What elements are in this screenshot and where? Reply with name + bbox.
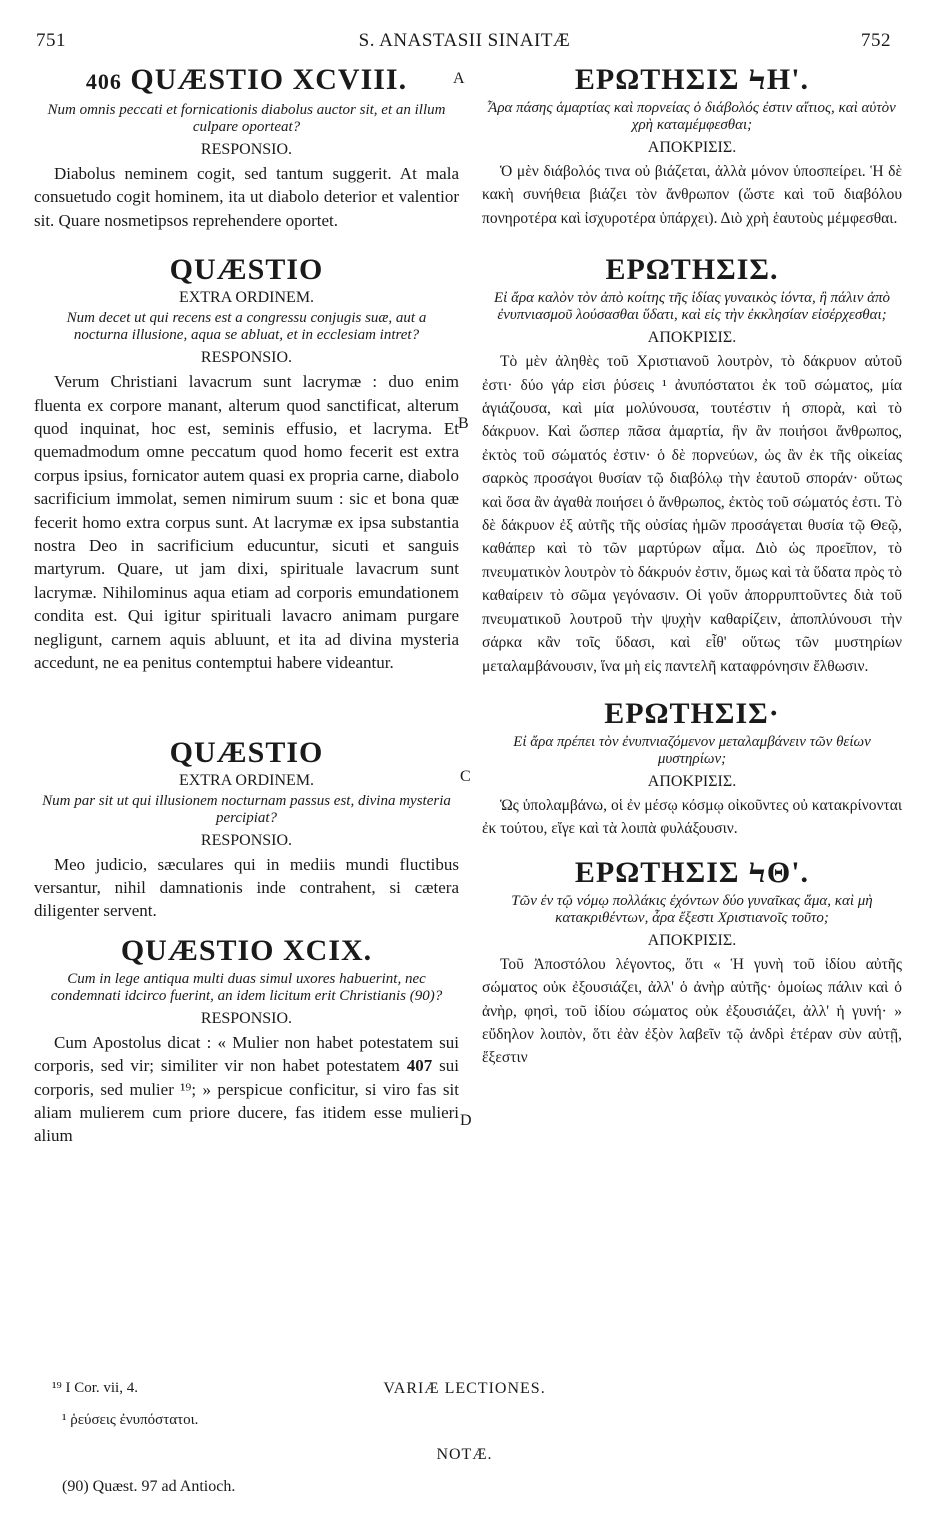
erotesis-99-title: ΕΡΩΤΗΣΙΣ ϞΘ'. [574,855,810,889]
note-90: (90) Quæst. 97 ad Antioch. [62,1478,236,1495]
quaestio-99-question: Cum in lege antiqua multi duas simul uxores habuerint, nec condemnati idcirco fuerint, an idem licitum erit Christianis (90)? [50,970,443,1004]
erotesis-99 [482,855,902,1070]
column-number-407: 407 [406,1056,433,1076]
erotesis-98-question: Ἆρα πάσης ἁμαρτίας καὶ πορνείας ὁ διάβολός ἐστιν αἴτιος, καὶ αὐτὸν χρὴ καταμέμφεσθαι; [488,100,896,133]
quaestio-98 [34,62,459,232]
erotesis-extra-2-question: Εἰ ἄρα πρέπει τὸν ἐνυπνιαζόμενον μεταλαμβάνειν τῶν θείων μυστηρίων; [513,733,871,767]
responsio-label: RESPONSIO. [200,831,293,849]
quaestio-99 [34,933,459,1148]
erotesis-99-answer: Τοῦ Ἀποστόλου λέγοντος, ὅτι « Ἡ γυνὴ τοῦ ἰδίου αὐτῆς σώματος οὐκ ἐξουσιάζει, ἀλλ' ὁ ἀνὴρ αὐτῆς· ὁμοίως πάλιν καὶ ὁ ἀνὴρ, φησὶ, τοῦ ἰδίου σώματος οὐκ ἐξουσιάζει, ἀλλ' ἡ γυνή· » εὔδηλον λοιπὸν, ὅτι ἐὰν ἐξὸν λαβεῖν τῷ ἀνδρὶ ἑτέραν σὺν αὐτῇ, ἔξεστιν [482,955,902,1067]
extra-ordinem-label: EXTRA ORDINEM. [178,771,315,789]
quaestio-extra-1-title: QUÆSTIO [169,253,324,287]
extra-ordinem-label: EXTRA ORDINEM. [178,289,315,307]
responsio-label: RESPONSIO. [200,141,293,158]
erotesis-99-question: Τῶν ἐν τῷ νόμῳ πολλάκις ἐχόντων δύο γυναῖκας ἅμα, καὶ μὴ κατακριθέντων, ἆρα ἔξεστι Χριστιανοῖς τοῦτο; [511,892,873,926]
erotesis-extra-2-answer: Ὡς ὑπολαμβάνω, οἱ ἐν μέσῳ κόσμῳ οἰκοῦντες οὐ κατακρίνονται ἐκ τούτου, εἴγε καὶ τὰ λοιπὰ φυλάξουσιν. [482,796,902,838]
column-number-406: 406 [85,69,122,94]
erotesis-98-title: ΕΡΩΤΗΣΙΣ ϞΗ'. [574,63,810,96]
responsio-label: RESPONSIO. [200,1009,293,1027]
notae-heading: NOTÆ. [436,1446,493,1463]
quaestio-extra-1-question: Num decet ut qui recens est a congressu conjugis suæ, aut a nocturna illusione, aqua se abluat, et in ecclesiam intret? [66,310,427,344]
erotesis-extra-1-title: ΕΡΩΤΗΣΙΣ. [605,253,779,287]
erotesis-98 [482,62,902,230]
latin-column [34,62,459,1148]
footnote-19: ¹⁹ I Cor. vii, 4. [52,1380,138,1396]
greek-column [482,62,902,1070]
quaestio-98-title: 406 QUÆSTIO XCVIII. [85,63,408,96]
left-page-number: 751 [36,30,66,51]
apokrisis-label: ΑΠΟΚΡΙΣΙΣ. [647,329,737,347]
variant-reading-1: ¹ ῥεύσεις ἐνυπόστατοι. [62,1412,199,1428]
erotesis-extra-1-answer: Τὸ μὲν ἀληθὲς τοῦ Χριστιανοῦ λουτρὸν, τὸ δάκρυον αὐτοῦ ἐστι· δύο γάρ εἰσι ῥύσεις ¹ ἀνυπόστατοι ἐκ τοῦ σώματος, μία ἁγιάζουσα, καὶ μία μολύνουσα, τουτέστιν ἡ σπορὰ, καὶ τὸ δάκρυον. Καὶ ὥσπερ πᾶσα ἁμαρτία, ἣν ἂν ποιήσοι ἄνθρωπος, ἐκτὸς τοῦ σώματός ἐστιν· ὁ δὲ πορνεύων, ὡς ἂν ἐκ τῆς οἰκείας σαρκὸς προσάγοι θυσίαν τῷ διαβόλῳ τὴν ἑαυτοῦ σποράν· οὕτως καὶ ὅσα ἂν ἀγαθὰ ποιήσει ὁ ἄνθρωπος, ἐκτὸς τοῦ σώματός ἐστι. Τὸ δὲ δάκρυον ἐξ αὐτῆς τῆς οὐσίας ἡμῶν προσάγεται θυσία τῷ Θεῷ, καθάπερ καὶ τὸ τῶν μαρτύρων αἷμα. Διὸ ὡς προεῖπον, τὸ πνευματικὸν λουτρὸν τὸ δάκρυόν ἐστιν, ὅμως καὶ τὰ ὕδατα πρὸς τὸ καθαίρειν τὸ σῶμα γεγόνασιν. Οἱ γοῦν ἀπορρυπτοῦντες διὰ τοῦ πνευματικοῦ λουτροῦ τὴν ψυχὴν καθαρίζειν, ἀποπλύνουσι τὴν σάρκα κἂν τοῖς ὕδασι, καὶ εἶθ' οὕτως τῶν μυστηρίων μεταλαμβάνουσιν, ἵνα μὴ εἰς παντελῆ καταφρόνησιν ἔλθωσιν. [482,353,902,675]
quaestio-98-answer: Diabolus neminem cogit, sed tantum suggerit. At mala consuetudo cogit hominem, ita ut diabolo deterior et valentior sit. Quare nosmetipsos reprehendere oportet. [34,164,459,230]
quaestio-98-question: Num omnis peccati et fornicationis diabolus auctor sit, et an illum culpare oporteat? [47,102,446,135]
quaestio-extra-2-title: QUÆSTIO [169,735,324,769]
apokrisis-label: ΑΠΟΚΡΙΣΙΣ. [647,772,737,790]
right-page-number: 752 [861,30,891,51]
margin-letter-d: D [460,1112,472,1129]
erotesis-extra-1-question: Εἰ ἄρα καλὸν τὸν ἀπὸ κοίτης τῆς ἰδίας γυναικὸς ἰόντα, ἢ πάλιν ἀπὸ ἐνυπνιασμοῦ λούσασθαι ὕδατι, καὶ εἰς τὴν ἐκκλησίαν εἰσέρχεσθαι; [494,290,890,324]
quaestio-extra-1 [34,252,459,674]
erotesis-98-answer: Ὁ μὲν διάβολός τινα οὐ βιάζεται, ἀλλὰ μόνον ὑποσπείρει. Ἡ δὲ κακὴ συνήθεια βιάζει τὸν ἄνθρωπον (ὥστε καὶ τοῦ διαβόλου πονηροτέρα καὶ ἰσχυροτέρα ὑπάρχει). Διὸ χρὴ ἑαυτοὺς μέμφεσθαι. [482,163,902,227]
quaestio-99-answer: Cum Apostolus dicat : « Mulier non habet potestatem sui corporis, sed vir; similiter vir non habet potestatem 407 sui corporis, sed mulier ¹⁹; » perspicue conficitur, si viro fas sit aliam mulierem cum priore ducere, fas itidem esse mulieri alium [34,1032,460,1146]
quaestio-extra-2 [34,735,459,923]
variae-lectiones-heading: VARIÆ LECTIONES. [383,1380,546,1397]
quaestio-99-title: QUÆSTIO XCIX. [120,933,373,967]
apokrisis-label: ΑΠΟΚΡΙΣΙΣ. [647,139,737,156]
running-title: S. ANASTASII SINAITÆ [358,30,571,51]
margin-letter-c: C [460,768,471,785]
margin-letter-a: A [453,70,465,87]
quaestio-extra-1-answer: Verum Christiani lavacrum sunt lacrymæ : duo enim fluenta ex corpore manant, alterum quod sanctificat, alterum quod inquinat, hoc est, seminis effusio, et lacryma. Et quemadmodum omne peccatum quod homo fecerit est extra corpus ipsius, fornicator autem quasi ex propria carne, diabolo sacrificium immolat, semen nimirum suum : sic et bona quæ fecerit homo extra corpus sunt. At lacrymæ ex ipsa substantia nostra Deo in sacrificium educuntur, sicuti et sanguis martyrum. Quare, ut jam dixi, spirituale lavacrum sunt lacrymæ. Nihilominus aqua etiam ad corporis emundationem condita est. Qui igitur spirituali lavacro animam purgare negligunt, carnem aquis abluunt, et ita ad divina mysteria accedunt, ne ea penitus contemptui habere videantur. [34,372,459,673]
responsio-label: RESPONSIO. [200,349,293,367]
erotesis-extra-2 [482,696,902,841]
quaestio-extra-2-question: Num par sit ut qui illusionem nocturnam passus est, divina mysteria percipiat? [42,792,451,826]
erotesis-extra-1 [482,252,902,678]
erotesis-extra-2-title: ΕΡΩΤΗΣΙΣ· [604,696,780,730]
margin-letter-b: B [458,415,469,432]
quaestio-extra-2-answer: Meo judicio, sæculares qui in mediis mundi fluctibus versantur, nihil damnationis inde contrahent, si cætera diligenter servent. [34,854,459,921]
apokrisis-label: ΑΠΟΚΡΙΣΙΣ. [647,931,737,949]
